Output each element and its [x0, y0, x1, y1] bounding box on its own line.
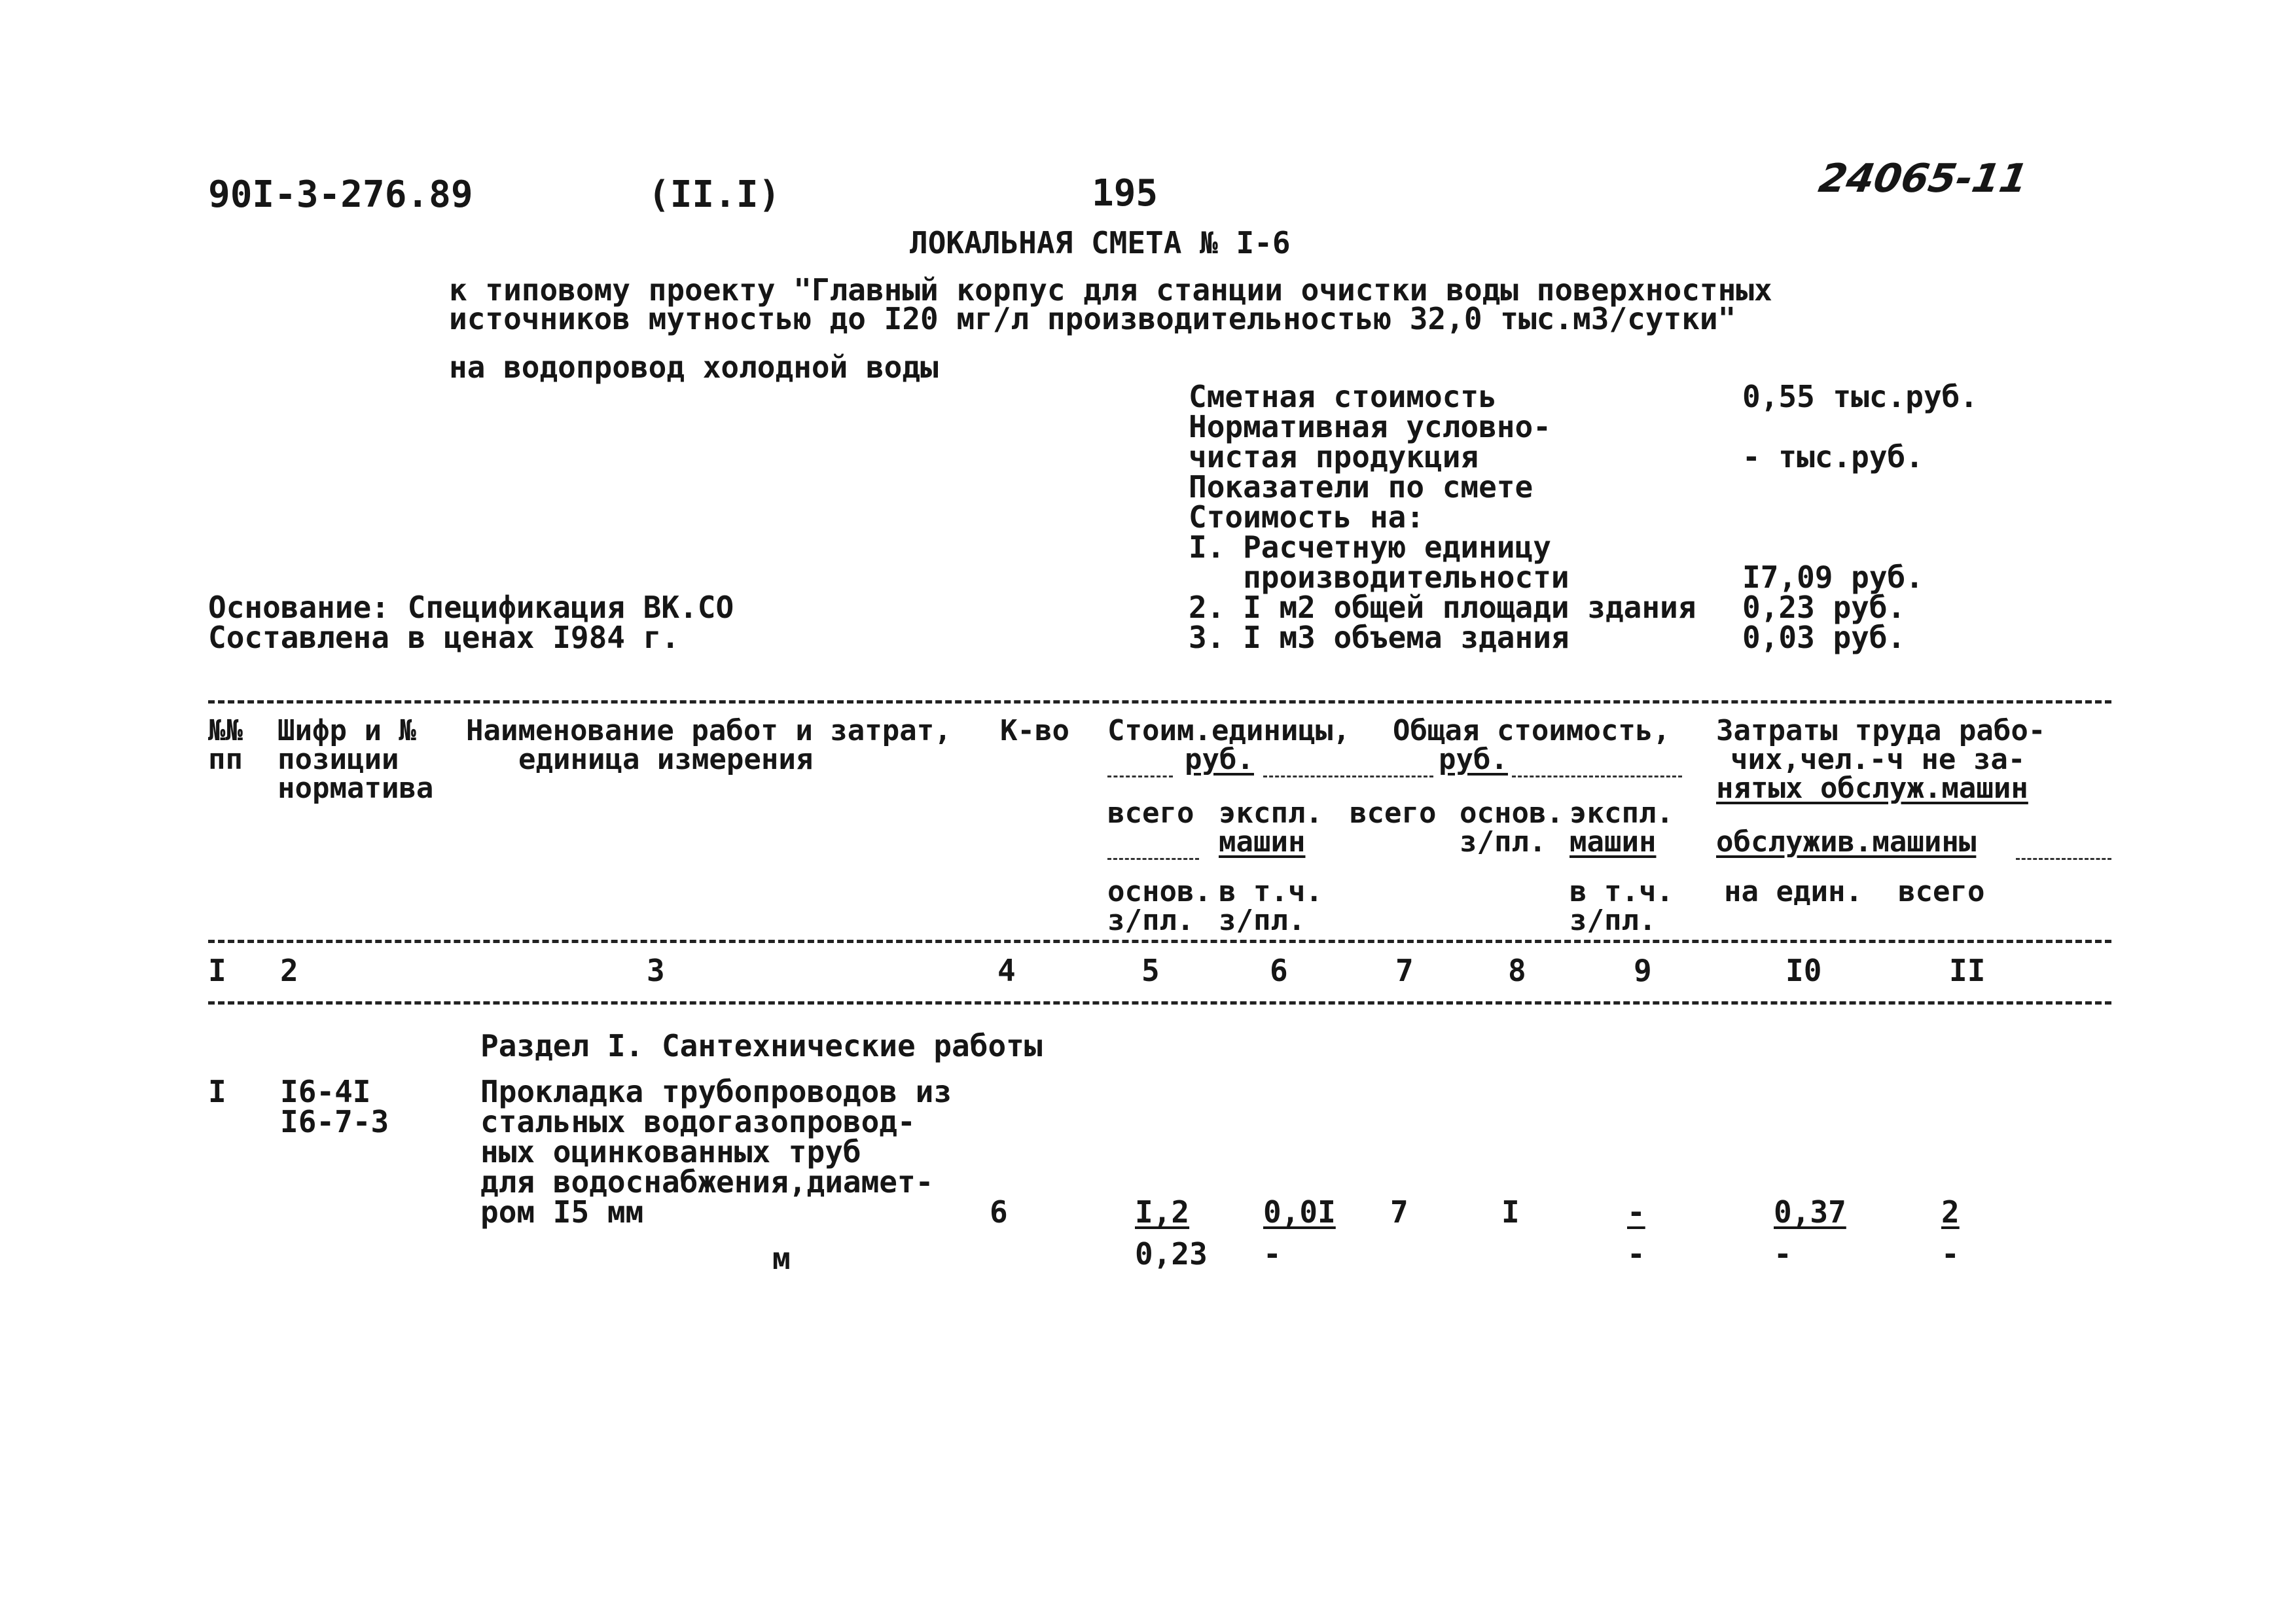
hdr-sub-expl2-b: машин — [1570, 825, 1657, 859]
hdr-code-a: Шифр и № — [278, 714, 416, 747]
basis-line-1: Основание: Спецификация ВК.СО — [208, 590, 734, 625]
summary-label-area: 2. I м2 общей площади здания — [1189, 590, 1696, 625]
colnum-8: 8 — [1508, 953, 1526, 988]
hdr-desc-a: Наименование работ и затрат, — [466, 714, 952, 747]
hdr-sub-total: всего — [1107, 796, 1194, 830]
hdr-unit-cost-a: Стоим.единицы, — [1107, 714, 1350, 747]
summary-label-cost-per: Стоимость на: — [1189, 499, 1425, 535]
summary-label-indicators: Показатели по смете — [1189, 469, 1534, 505]
hdr-desc-b: единица измерения — [518, 743, 814, 776]
table-header-rule — [208, 940, 2111, 943]
hdr-sub-base-pay-a: основ. — [1107, 875, 1211, 908]
colnum-3: 3 — [647, 953, 665, 988]
row-desc-4: для водоснабжения,диамет- — [480, 1164, 934, 1200]
summary-value-normative: - тыс.руб. — [1742, 439, 1924, 474]
summary-value-volume: 0,03 руб. — [1742, 620, 1906, 655]
basis-line-2: Составлена в ценах I984 г. — [208, 620, 680, 655]
row-total-expl-pay: - — [1627, 1236, 1645, 1272]
row-labor-total: 2 — [1941, 1194, 1960, 1230]
hdr-labor-b: чих,чел.-ч не за- — [1731, 743, 2026, 776]
row-desc-1: Прокладка трубопроводов из — [480, 1074, 952, 1109]
summary-label-normative-b: чистая продукция — [1189, 439, 1479, 474]
hdr-sub-incl2-b: з/пл. — [1570, 904, 1657, 937]
hdr-sub-all: всего — [1898, 875, 1985, 908]
summary-value-area: 0,23 руб. — [1742, 590, 1906, 625]
hdr-dash-a — [1107, 776, 1173, 777]
hdr-sub-labor: обслужив.машины — [1716, 825, 1977, 859]
row-unit-base-pay: 0,23 — [1135, 1236, 1208, 1272]
table-numbers-rule — [208, 1001, 2111, 1005]
hdr-code-c: норматива — [278, 772, 434, 805]
title-line-3: на водопровод холодной воды — [449, 349, 939, 385]
hdr-num-b: пп — [208, 743, 243, 776]
hdr-code-b: позиции — [278, 743, 399, 776]
row-total-base: I — [1501, 1194, 1520, 1230]
row-code-b: I6-7-3 — [280, 1104, 389, 1139]
hdr-sub-incl-a: в т.ч. — [1219, 875, 1323, 908]
summary-label-normative-a: Нормативная условно- — [1189, 409, 1551, 444]
hdr-unit-cost-b: руб. — [1185, 743, 1254, 776]
project-code: 90I-3-276.89 — [208, 173, 473, 216]
hdr-sub-base-pay-b: з/пл. — [1107, 904, 1194, 937]
section-title: Раздел I. Сантехнические работы — [480, 1028, 1043, 1063]
row-desc-3: ных оцинкованных труб — [480, 1134, 861, 1169]
row-labor-unit: 0,37 — [1774, 1194, 1846, 1230]
hdr-sub-expl-a: экспл. — [1219, 796, 1323, 830]
row-qty: 6 — [990, 1194, 1008, 1230]
hdr-total-cost-a: Общая стоимость, — [1393, 714, 1670, 747]
summary-label-unit-b: производительности — [1189, 560, 1570, 595]
row-unit-expl-pay: - — [1263, 1236, 1282, 1272]
row-labor-unit-b: - — [1774, 1236, 1792, 1272]
colnum-9: 9 — [1634, 953, 1652, 988]
row-desc-2: стальных водогазопровод- — [480, 1104, 916, 1139]
hdr-labor-a: Затраты труда рабо- — [1716, 714, 2046, 747]
title-line-2: источников мутностью до I20 мг/л производительностью 32,0 тыс.м3/сутки" — [449, 301, 1736, 336]
row-unit-total: I,2 — [1135, 1194, 1190, 1230]
hdr-sub-incl2-a: в т.ч. — [1570, 875, 1674, 908]
hdr-dash-b — [1263, 776, 1433, 777]
colnum-1: I — [208, 953, 226, 988]
summary-label-estimated-cost: Сметная стоимость — [1189, 379, 1497, 414]
colnum-2: 2 — [280, 953, 298, 988]
page-number: 195 — [1092, 172, 1158, 215]
row-num: I — [208, 1074, 226, 1109]
colnum-4: 4 — [997, 953, 1016, 988]
row-total: 7 — [1390, 1194, 1408, 1230]
summary-value-unit: I7,09 руб. — [1742, 560, 1924, 595]
row-desc-5: ром I5 мм — [480, 1194, 644, 1230]
hdr-sub-total2: всего — [1350, 796, 1437, 830]
estimate-title: ЛОКАЛЬНАЯ СМЕТА № I-6 — [910, 225, 1291, 260]
handwritten-number: 24065-11 — [1815, 156, 2032, 202]
hdr-qty: К-во — [1000, 714, 1069, 747]
hdr-num-a: №№ — [208, 714, 243, 747]
table-top-rule — [208, 700, 2111, 704]
summary-label-volume: 3. I м3 объема здания — [1189, 620, 1570, 655]
title-line-1: к типовому проекту "Главный корпус для станции очистки воды поверхностных — [449, 272, 1772, 308]
hdr-sub-incl-b: з/пл. — [1219, 904, 1306, 937]
row-unit-expl: 0,0I — [1263, 1194, 1336, 1230]
summary-label-unit-a: I. Расчетную единицу — [1189, 529, 1551, 565]
row-unit: м — [772, 1241, 791, 1276]
hdr-sub-per-unit: на един. — [1724, 875, 1863, 908]
hdr-sub-base-b: з/пл. — [1460, 825, 1547, 859]
hdr-sub-expl-b: машин — [1219, 825, 1306, 859]
section-ref: (II.I) — [648, 173, 781, 216]
row-code-a: I6-4I — [280, 1074, 371, 1109]
colnum-11: II — [1949, 953, 1986, 988]
hdr-dash-c — [1512, 776, 1682, 777]
hdr-total-cost-b: руб. — [1439, 743, 1508, 776]
colnum-5: 5 — [1141, 953, 1160, 988]
hdr-dash-d — [1107, 858, 1199, 860]
row-total-expl: - — [1627, 1194, 1645, 1230]
colnum-7: 7 — [1395, 953, 1414, 988]
colnum-10: I0 — [1785, 953, 1822, 988]
hdr-sub-expl2-a: экспл. — [1570, 796, 1674, 830]
row-labor-total-b: - — [1941, 1236, 1960, 1272]
colnum-6: 6 — [1270, 953, 1288, 988]
hdr-labor-c: нятых обслуж.машин — [1716, 772, 2028, 805]
hdr-dash-e — [2016, 858, 2111, 860]
hdr-sub-base-a: основ. — [1460, 796, 1564, 830]
summary-value-estimated-cost: 0,55 тыс.руб. — [1742, 379, 1979, 414]
